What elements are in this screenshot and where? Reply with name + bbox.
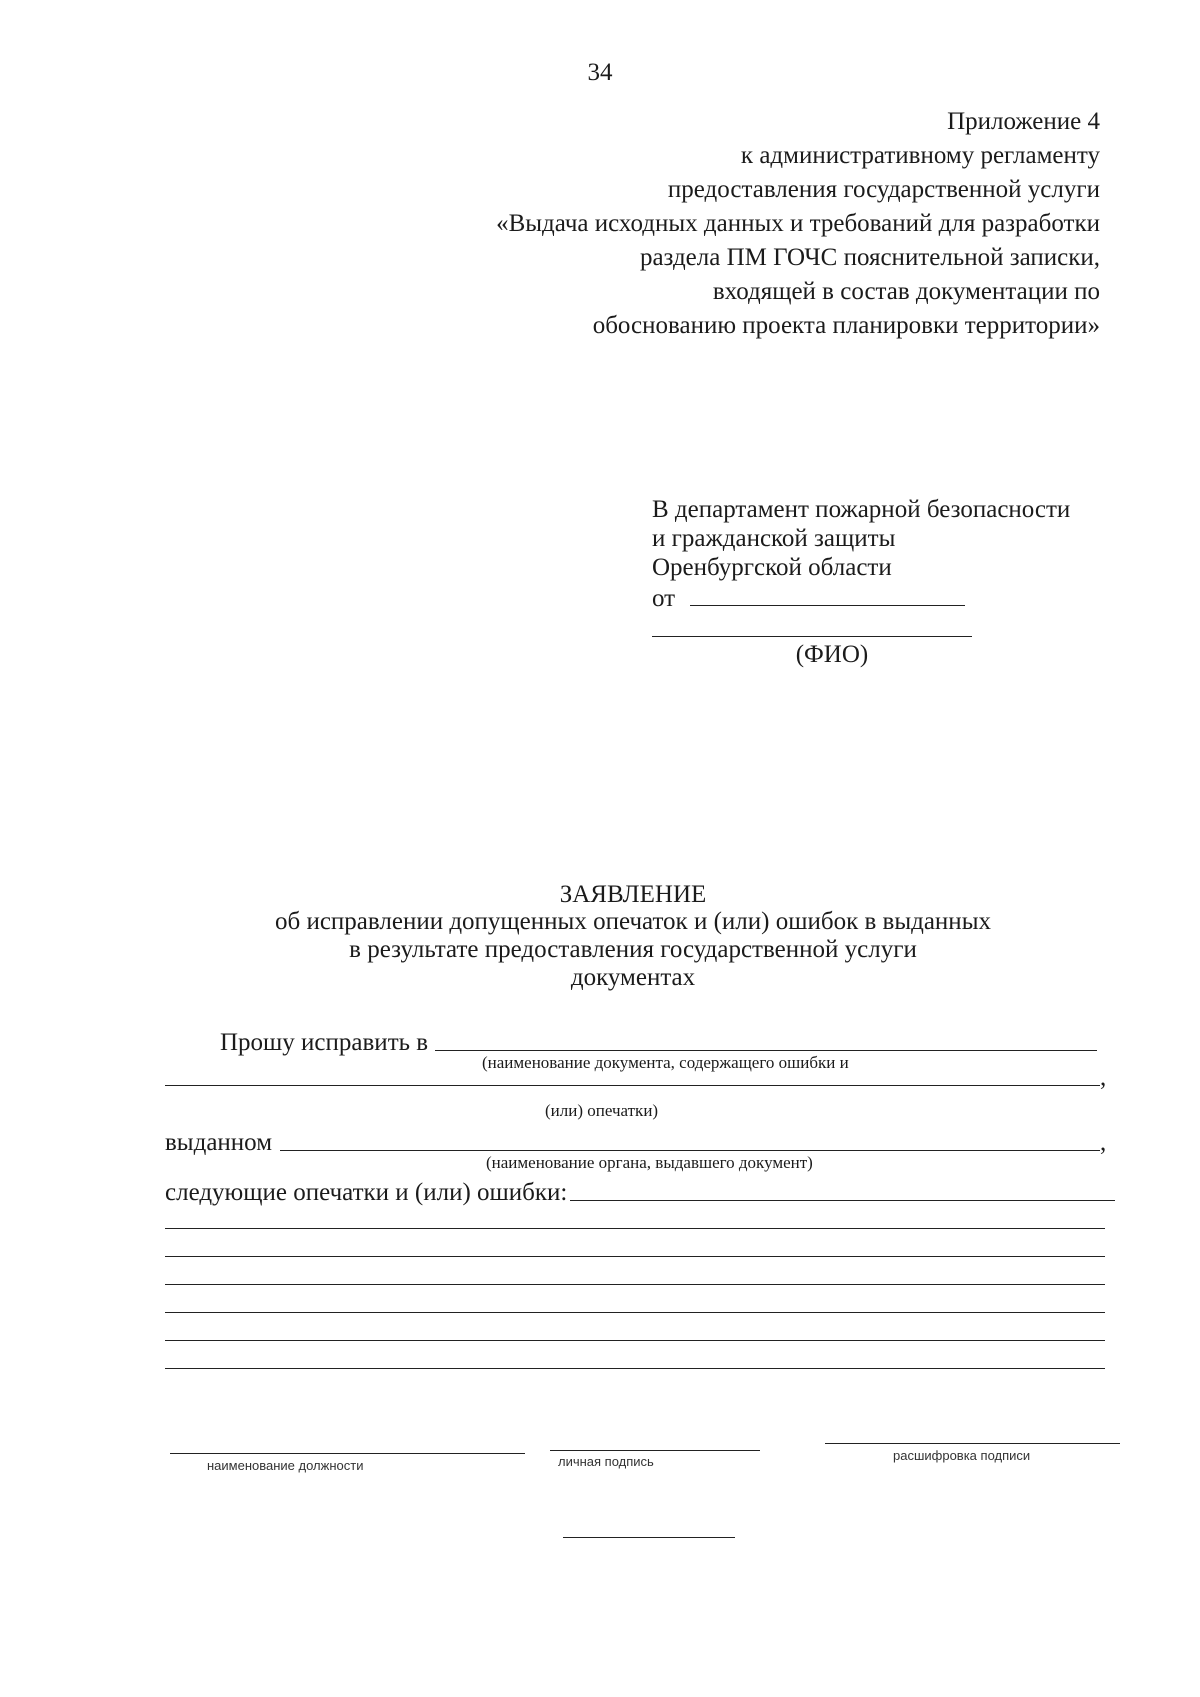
- signature-line[interactable]: [550, 1450, 760, 1451]
- comma: ,: [1100, 1129, 1107, 1156]
- comma: ,: [1100, 1064, 1107, 1091]
- fio-field-line[interactable]: [652, 636, 972, 637]
- errors-line[interactable]: [570, 1200, 1115, 1201]
- errors-line[interactable]: [165, 1228, 1105, 1229]
- statement-title: ЗАЯВЛЕНИЕ: [559, 881, 707, 908]
- issued-label: выданном: [165, 1129, 273, 1156]
- from-label: от: [652, 585, 676, 612]
- date-line[interactable]: [563, 1537, 735, 1538]
- page-number: 34: [587, 59, 613, 86]
- document-name-line[interactable]: [435, 1050, 1097, 1051]
- statement-subtitle: [0, 908, 1200, 992]
- appendix-line: раздела ПМ ГОЧС пояснительной записки,: [639, 244, 1100, 271]
- errors-line[interactable]: [165, 1312, 1105, 1313]
- addressee-line: и гражданской защиты: [652, 525, 896, 552]
- addressee-line: В департамент пожарной безопасности: [652, 496, 1071, 523]
- appendix-line: «Выдача исходных данных и требований для разработки: [496, 210, 1100, 237]
- fio-caption: (ФИО): [795, 641, 869, 668]
- issuer-line[interactable]: [280, 1150, 1100, 1151]
- appendix-line: предоставления государственной услуги: [667, 176, 1100, 203]
- errors-line[interactable]: [165, 1284, 1105, 1285]
- document-caption: (наименование документа, содержащего ошибки и: [482, 1053, 849, 1072]
- addressee-block: [652, 495, 1122, 582]
- signature-caption: личная подпись: [558, 1454, 654, 1469]
- position-line[interactable]: [170, 1453, 525, 1454]
- request-label: Прошу исправить в: [220, 1029, 429, 1056]
- issuer-caption: (наименование органа, выдавшего документ): [486, 1153, 813, 1172]
- errors-line[interactable]: [165, 1256, 1105, 1257]
- appendix-line: к административному регламенту: [740, 142, 1100, 169]
- decoding-caption: расшифровка подписи: [893, 1448, 1031, 1463]
- decoding-line[interactable]: [825, 1443, 1120, 1444]
- appendix-line: входящей в состав документации по: [712, 278, 1100, 305]
- document-caption-cont: (или) опечатки): [545, 1101, 659, 1120]
- errors-line[interactable]: [165, 1340, 1105, 1341]
- appendix-title: Приложение 4: [947, 108, 1100, 135]
- errors-line[interactable]: [165, 1368, 1105, 1369]
- document-name-line-2[interactable]: [165, 1085, 1100, 1086]
- subtitle-line: документах: [570, 964, 696, 991]
- subtitle-line: об исправлении допущенных опечаток и (или) ошибок в выданных: [274, 908, 991, 935]
- errors-label: следующие опечатки и (или) ошибки:: [165, 1179, 568, 1206]
- position-caption: наименование должности: [207, 1458, 364, 1473]
- appendix-header: [300, 105, 1100, 343]
- from-field-line[interactable]: [690, 605, 965, 606]
- addressee-line: Оренбургской области: [652, 554, 892, 581]
- appendix-line: обоснованию проекта планировки территории»: [592, 312, 1100, 339]
- subtitle-line: в результате предоставления государственной услуги: [349, 936, 917, 963]
